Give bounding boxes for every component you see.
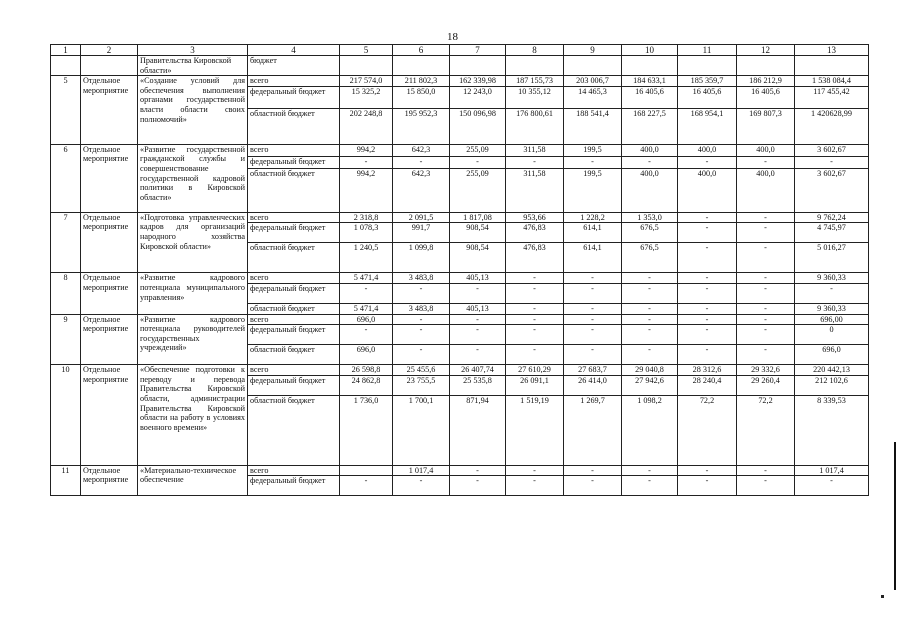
event-name-cell: «Развитие кадрового потенциала муниципального управления»: [138, 273, 248, 314]
value-cell: 1 817,08: [450, 212, 506, 223]
row-number-cell: [51, 56, 81, 76]
value-cell: -: [622, 156, 678, 168]
value-cell: 117 455,42: [795, 86, 869, 108]
margin-bar: [894, 442, 896, 590]
table-row: [51, 465, 869, 476]
value-cell: -: [678, 223, 737, 243]
value-cell: -: [564, 156, 622, 168]
value-cell: 14 465,3: [564, 86, 622, 108]
value-cell: -: [450, 476, 506, 496]
value-cell: 0: [795, 325, 869, 345]
value-cell: 8 339,53: [795, 395, 869, 465]
value-cell: 203 006,7: [564, 76, 622, 87]
value-cell: 311,58: [506, 168, 564, 212]
value-cell: 186 212,9: [737, 76, 795, 87]
value-cell: 5 471,4: [340, 303, 393, 314]
value-cell: 405,13: [450, 273, 506, 284]
value-cell: [393, 56, 450, 76]
value-cell: -: [393, 156, 450, 168]
event-type-cell: Отдельное мероприятие: [81, 365, 138, 466]
value-cell: 9 762,24: [795, 212, 869, 223]
value-cell: 150 096,98: [450, 108, 506, 144]
value-cell: 72,2: [737, 395, 795, 465]
value-cell: [340, 465, 393, 476]
value-cell: -: [678, 156, 737, 168]
value-cell: 642,3: [393, 168, 450, 212]
value-cell: 27 610,29: [506, 365, 564, 376]
value-cell: 696,0: [795, 345, 869, 365]
value-cell: -: [564, 345, 622, 365]
value-cell: -: [737, 223, 795, 243]
event-type-cell: Отдельное мероприятие: [81, 465, 138, 496]
value-cell: -: [737, 273, 795, 284]
funding-source-cell: федеральный бюджет: [248, 375, 340, 395]
value-cell: 25 455,6: [393, 365, 450, 376]
value-cell: -: [678, 476, 737, 496]
value-cell: 168 954,1: [678, 108, 737, 144]
row-number-cell: 7: [51, 212, 81, 273]
table-row: [51, 314, 869, 325]
event-name-cell: «Развитие государственной гражданской службы и совершенствование государственной кадровой политики в Кировской области»: [138, 144, 248, 212]
value-cell: 991,7: [393, 223, 450, 243]
header-row: [51, 45, 869, 56]
value-cell: 400,0: [737, 168, 795, 212]
row-number-cell: 8: [51, 273, 81, 314]
value-cell: 1 098,2: [622, 395, 678, 465]
value-cell: 199,5: [564, 168, 622, 212]
value-cell: 4 745,97: [795, 223, 869, 243]
value-cell: 1 700,1: [393, 395, 450, 465]
value-cell: [340, 56, 393, 76]
value-cell: 311,58: [506, 144, 564, 156]
table-row: [51, 365, 869, 376]
value-cell: 2 091,5: [393, 212, 450, 223]
value-cell: -: [450, 325, 506, 345]
value-cell: 220 442,13: [795, 365, 869, 376]
value-cell: 26 407,74: [450, 365, 506, 376]
funding-source-cell: областной бюджет: [248, 243, 340, 273]
value-cell: -: [678, 465, 737, 476]
value-cell: -: [737, 156, 795, 168]
value-cell: 217 574,0: [340, 76, 393, 87]
value-cell: -: [340, 283, 393, 303]
value-cell: -: [393, 345, 450, 365]
value-cell: 696,00: [795, 314, 869, 325]
value-cell: 400,0: [678, 168, 737, 212]
event-type-cell: Отдельное мероприятие: [81, 314, 138, 365]
funding-source-cell: всего: [248, 273, 340, 284]
value-cell: 3 483,8: [393, 273, 450, 284]
value-cell: 400,0: [678, 144, 737, 156]
value-cell: -: [393, 283, 450, 303]
value-cell: 188 541,4: [564, 108, 622, 144]
value-cell: -: [506, 314, 564, 325]
value-cell: 871,94: [450, 395, 506, 465]
row-number-cell: 9: [51, 314, 81, 365]
value-cell: [678, 56, 737, 76]
column-header: 3: [138, 45, 248, 56]
value-cell: -: [795, 476, 869, 496]
value-cell: 29 332,6: [737, 365, 795, 376]
row-number-cell: 10: [51, 365, 81, 466]
funding-source-cell: областной бюджет: [248, 345, 340, 365]
value-cell: -: [450, 283, 506, 303]
value-cell: -: [622, 283, 678, 303]
value-cell: [795, 56, 869, 76]
value-cell: 202 248,8: [340, 108, 393, 144]
table-row: [51, 273, 869, 284]
value-cell: 199,5: [564, 144, 622, 156]
value-cell: -: [564, 273, 622, 284]
value-cell: 255,09: [450, 144, 506, 156]
funding-source-cell: федеральный бюджет: [248, 156, 340, 168]
value-cell: -: [506, 303, 564, 314]
column-header: 7: [450, 45, 506, 56]
value-cell: 195 952,3: [393, 108, 450, 144]
page-number: 18: [447, 31, 458, 43]
value-cell: 994,2: [340, 144, 393, 156]
event-type-cell: Отдельное мероприятие: [81, 212, 138, 273]
value-cell: 26 414,0: [564, 375, 622, 395]
funding-source-cell: областной бюджет: [248, 168, 340, 212]
value-cell: 187 155,73: [506, 76, 564, 87]
value-cell: 476,83: [506, 223, 564, 243]
value-cell: 1 228,2: [564, 212, 622, 223]
event-name-cell: «Материально-техническое обеспечение: [138, 465, 248, 496]
value-cell: -: [564, 465, 622, 476]
value-cell: 185 359,7: [678, 76, 737, 87]
value-cell: 24 862,8: [340, 375, 393, 395]
value-cell: 908,54: [450, 223, 506, 243]
event-name-cell: «Создание условий для обеспечения выполнения органами государственной власти области своих полномочий»: [138, 76, 248, 145]
value-cell: 162 339,98: [450, 76, 506, 87]
value-cell: 29 040,8: [622, 365, 678, 376]
value-cell: -: [506, 465, 564, 476]
value-cell: 1 538 084,4: [795, 76, 869, 87]
table-row: [51, 56, 869, 76]
funding-source-cell: федеральный бюджет: [248, 476, 340, 496]
value-cell: [622, 56, 678, 76]
value-cell: 1 078,3: [340, 223, 393, 243]
row-number-cell: 11: [51, 465, 81, 496]
value-cell: -: [506, 156, 564, 168]
value-cell: -: [737, 283, 795, 303]
column-header: 5: [340, 45, 393, 56]
value-cell: 72,2: [678, 395, 737, 465]
value-cell: 1 269,7: [564, 395, 622, 465]
value-cell: 405,13: [450, 303, 506, 314]
value-cell: 1 099,8: [393, 243, 450, 273]
value-cell: 3 602,67: [795, 144, 869, 156]
funding-source-cell: всего: [248, 314, 340, 325]
column-header: 6: [393, 45, 450, 56]
value-cell: 169 807,3: [737, 108, 795, 144]
value-cell: 696,0: [340, 345, 393, 365]
value-cell: 26 598,8: [340, 365, 393, 376]
funding-source-cell: бюджет: [248, 56, 340, 76]
value-cell: -: [737, 345, 795, 365]
value-cell: 400,0: [622, 168, 678, 212]
value-cell: -: [678, 325, 737, 345]
value-cell: 1 017,4: [795, 465, 869, 476]
value-cell: [564, 56, 622, 76]
event-type-cell: Отдельное мероприятие: [81, 76, 138, 145]
value-cell: -: [678, 314, 737, 325]
value-cell: -: [737, 314, 795, 325]
value-cell: -: [340, 325, 393, 345]
value-cell: -: [678, 345, 737, 365]
value-cell: -: [737, 465, 795, 476]
value-cell: -: [795, 156, 869, 168]
value-cell: 5 471,4: [340, 273, 393, 284]
value-cell: 27 942,6: [622, 375, 678, 395]
value-cell: 255,09: [450, 168, 506, 212]
value-cell: -: [450, 156, 506, 168]
value-cell: -: [393, 325, 450, 345]
value-cell: 9 360,33: [795, 303, 869, 314]
event-name-cell: «Подготовка управленческих кадров для организаций народного хозяйства Кировской области»: [138, 212, 248, 273]
funding-source-cell: федеральный бюджет: [248, 86, 340, 108]
value-cell: 908,54: [450, 243, 506, 273]
value-cell: 3 602,67: [795, 168, 869, 212]
value-cell: -: [622, 303, 678, 314]
value-cell: 10 355,12: [506, 86, 564, 108]
value-cell: 400,0: [737, 144, 795, 156]
column-header: 1: [51, 45, 81, 56]
value-cell: -: [506, 476, 564, 496]
value-cell: -: [450, 465, 506, 476]
funding-source-cell: всего: [248, 212, 340, 223]
value-cell: 12 243,0: [450, 86, 506, 108]
value-cell: -: [678, 212, 737, 223]
value-cell: 614,1: [564, 223, 622, 243]
scan-dot: [881, 595, 884, 598]
value-cell: [506, 56, 564, 76]
value-cell: 23 755,5: [393, 375, 450, 395]
event-name-cell: «Обеспечение подготовки к переводу и перевода Правительства Кировской области, администрации Правительства Кировской области на работу в условиях военного времени»: [138, 365, 248, 466]
value-cell: -: [737, 476, 795, 496]
value-cell: 29 260,4: [737, 375, 795, 395]
event-type-cell: [81, 56, 138, 76]
column-header: 12: [737, 45, 795, 56]
column-header: 13: [795, 45, 869, 56]
budget-table: [50, 44, 869, 496]
value-cell: -: [450, 314, 506, 325]
value-cell: 211 802,3: [393, 76, 450, 87]
value-cell: 953,66: [506, 212, 564, 223]
funding-source-cell: всего: [248, 76, 340, 87]
funding-source-cell: всего: [248, 144, 340, 156]
column-header: 11: [678, 45, 737, 56]
value-cell: 2 318,8: [340, 212, 393, 223]
value-cell: 676,5: [622, 223, 678, 243]
value-cell: -: [737, 212, 795, 223]
value-cell: 642,3: [393, 144, 450, 156]
value-cell: -: [340, 156, 393, 168]
column-header: 10: [622, 45, 678, 56]
value-cell: -: [622, 314, 678, 325]
value-cell: 1 353,0: [622, 212, 678, 223]
value-cell: -: [564, 283, 622, 303]
value-cell: 676,5: [622, 243, 678, 273]
value-cell: 9 360,33: [795, 273, 869, 284]
value-cell: -: [795, 283, 869, 303]
value-cell: 28 312,6: [678, 365, 737, 376]
event-name-cell: Правительства Кировской области»: [138, 56, 248, 76]
funding-source-cell: федеральный бюджет: [248, 283, 340, 303]
value-cell: 25 535,8: [450, 375, 506, 395]
value-cell: -: [622, 476, 678, 496]
value-cell: 1 736,0: [340, 395, 393, 465]
funding-source-cell: всего: [248, 365, 340, 376]
value-cell: 5 016,27: [795, 243, 869, 273]
value-cell: 476,83: [506, 243, 564, 273]
value-cell: 1 240,5: [340, 243, 393, 273]
table-row: [51, 76, 869, 87]
value-cell: 696,0: [340, 314, 393, 325]
value-cell: -: [678, 243, 737, 273]
value-cell: 614,1: [564, 243, 622, 273]
funding-source-cell: областной бюджет: [248, 303, 340, 314]
column-header: 4: [248, 45, 340, 56]
value-cell: -: [564, 476, 622, 496]
table-row: [51, 212, 869, 223]
value-cell: -: [393, 314, 450, 325]
value-cell: -: [678, 283, 737, 303]
value-cell: 1 420628,99: [795, 108, 869, 144]
value-cell: 1 519,19: [506, 395, 564, 465]
value-cell: -: [737, 325, 795, 345]
funding-source-cell: всего: [248, 465, 340, 476]
funding-source-cell: областной бюджет: [248, 108, 340, 144]
value-cell: 400,0: [622, 144, 678, 156]
value-cell: -: [678, 303, 737, 314]
value-cell: 26 091,1: [506, 375, 564, 395]
value-cell: 184 633,1: [622, 76, 678, 87]
value-cell: -: [622, 273, 678, 284]
value-cell: -: [622, 325, 678, 345]
funding-source-cell: областной бюджет: [248, 395, 340, 465]
value-cell: 15 850,0: [393, 86, 450, 108]
value-cell: -: [393, 476, 450, 496]
value-cell: 15 325,2: [340, 86, 393, 108]
value-cell: -: [564, 314, 622, 325]
value-cell: -: [506, 283, 564, 303]
value-cell: 1 017,4: [393, 465, 450, 476]
table-row: [51, 144, 869, 156]
value-cell: 168 227,5: [622, 108, 678, 144]
value-cell: [737, 56, 795, 76]
value-cell: 16 405,6: [737, 86, 795, 108]
value-cell: [450, 56, 506, 76]
value-cell: 28 240,4: [678, 375, 737, 395]
value-cell: -: [622, 345, 678, 365]
event-type-cell: Отдельное мероприятие: [81, 273, 138, 314]
value-cell: 27 683,7: [564, 365, 622, 376]
value-cell: -: [506, 273, 564, 284]
column-header: 2: [81, 45, 138, 56]
value-cell: -: [564, 303, 622, 314]
value-cell: 16 405,6: [622, 86, 678, 108]
column-header: 8: [506, 45, 564, 56]
row-number-cell: 5: [51, 76, 81, 145]
value-cell: -: [450, 345, 506, 365]
value-cell: -: [564, 325, 622, 345]
value-cell: -: [340, 476, 393, 496]
value-cell: 3 483,8: [393, 303, 450, 314]
event-type-cell: Отдельное мероприятие: [81, 144, 138, 212]
event-name-cell: «Развитие кадрового потенциала руководителей государственных учреждений»: [138, 314, 248, 365]
funding-source-cell: федеральный бюджет: [248, 325, 340, 345]
value-cell: 212 102,6: [795, 375, 869, 395]
value-cell: -: [506, 345, 564, 365]
value-cell: -: [506, 325, 564, 345]
column-header: 9: [564, 45, 622, 56]
row-number-cell: 6: [51, 144, 81, 212]
value-cell: -: [622, 465, 678, 476]
funding-source-cell: федеральный бюджет: [248, 223, 340, 243]
value-cell: 176 800,61: [506, 108, 564, 144]
value-cell: 16 405,6: [678, 86, 737, 108]
value-cell: -: [678, 273, 737, 284]
value-cell: 994,2: [340, 168, 393, 212]
value-cell: -: [737, 303, 795, 314]
value-cell: -: [737, 243, 795, 273]
